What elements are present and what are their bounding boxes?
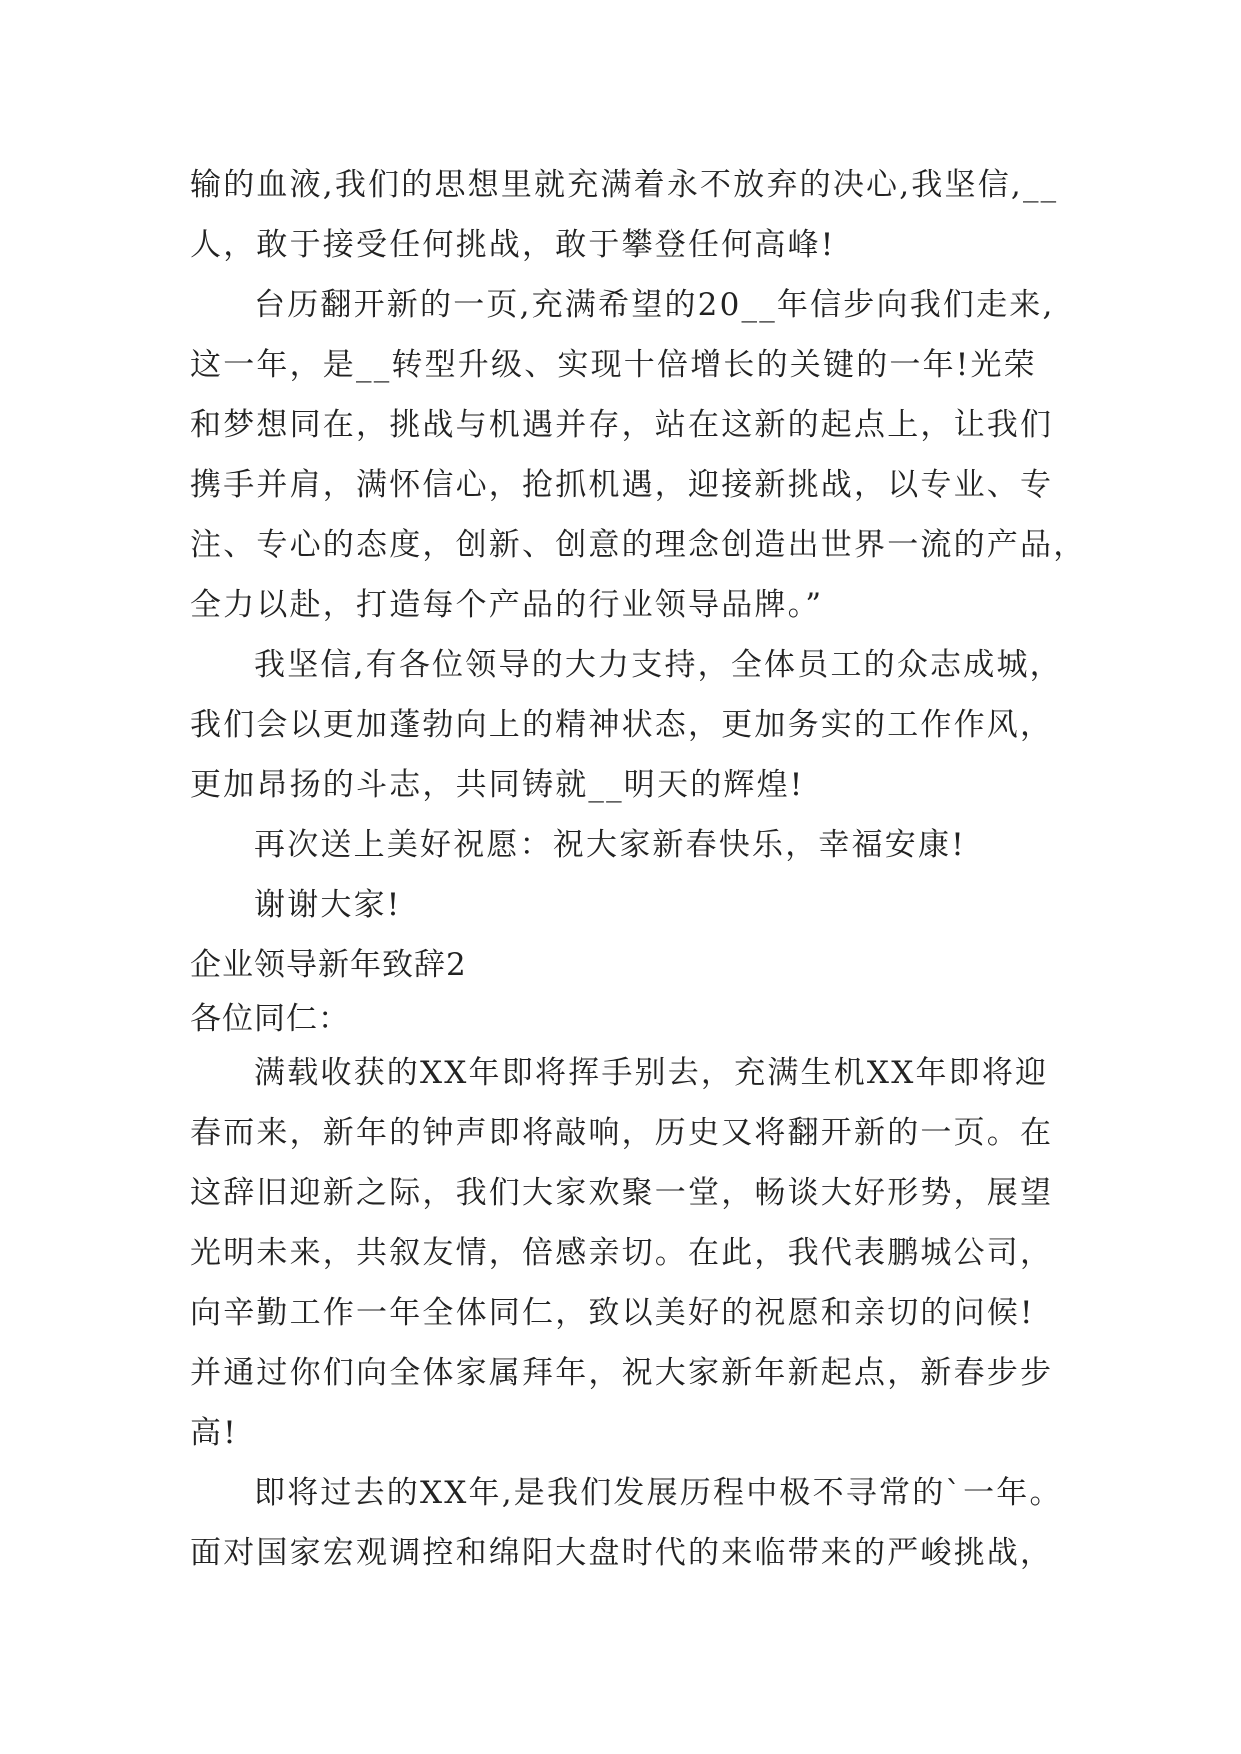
text-line: 输的血液,我们的思想里就充满着永不放弃的决心,我坚信,__ [190,167,1059,203]
text-line: 人，敢于接受任何挑战，敢于攀登任何高峰! [190,227,836,263]
paragraph-start-line: 再次送上美好祝愿：祝大家新春快乐，幸福安康! [254,827,966,863]
text-line: 注、专心的态度，创新、创意的理念创造出世界一流的产品， [190,527,1087,563]
text-line: 我们会以更加蓬勃向上的精神状态，更加务实的工作作风， [190,707,1054,743]
text-line: 面对国家宏观调控和绵阳大盘时代的来临带来的严峻挑战， [190,1535,1054,1571]
text-line: 携手并肩，满怀信心，抢抓机遇，迎接新挑战，以专业、专 [190,467,1054,503]
paragraph-start-line: 即将过去的XX年,是我们发展历程中极不寻常的`一年。 [254,1475,1063,1511]
text-line: 和梦想同在，挑战与机遇并存，站在这新的起点上，让我们 [190,407,1054,443]
text-line: 这辞旧迎新之际，我们大家欢聚一堂，畅谈大好形势，展望 [190,1175,1054,1211]
text-line: 全力以赴，打造每个产品的行业领导品牌。” [190,587,824,623]
paragraph-start-line: 台历翻开新的一页,充满希望的20__年信步向我们走来, [254,287,1055,323]
text-line: 高! [190,1415,238,1451]
document-body [190,160,1090,1588]
text-line: 光明未来，共叙友情，倍感亲切。在此，我代表鹏城公司， [190,1235,1054,1271]
salutation: 各位同仁： [190,1001,350,1037]
text-line: 并通过你们向全体家属拜年，祝大家新年新起点，新春步步 [190,1355,1054,1391]
text-line: 春而来，新年的钟声即将敲响，历史又将翻开新的一页。在 [190,1115,1054,1151]
text-line: 这一年，是__转型升级、实现十倍增长的关键的一年!光荣 [190,347,1037,383]
paragraph-start-line: 满载收获的XX年即将挥手别去，充满生机XX年即将迎 [254,1055,1049,1091]
text-line: 向辛勤工作一年全体同仁，致以美好的祝愿和亲切的问候! [190,1295,1035,1331]
paragraph-start-line: 我坚信,有各位领导的大力支持，全体员工的众志成城， [254,647,1063,683]
text-line: 更加昂扬的斗志，共同铸就__明天的辉煌! [190,767,805,803]
paragraph-start-line: 谢谢大家! [254,887,402,923]
section-title: 企业领导新年致辞2 [190,947,467,983]
